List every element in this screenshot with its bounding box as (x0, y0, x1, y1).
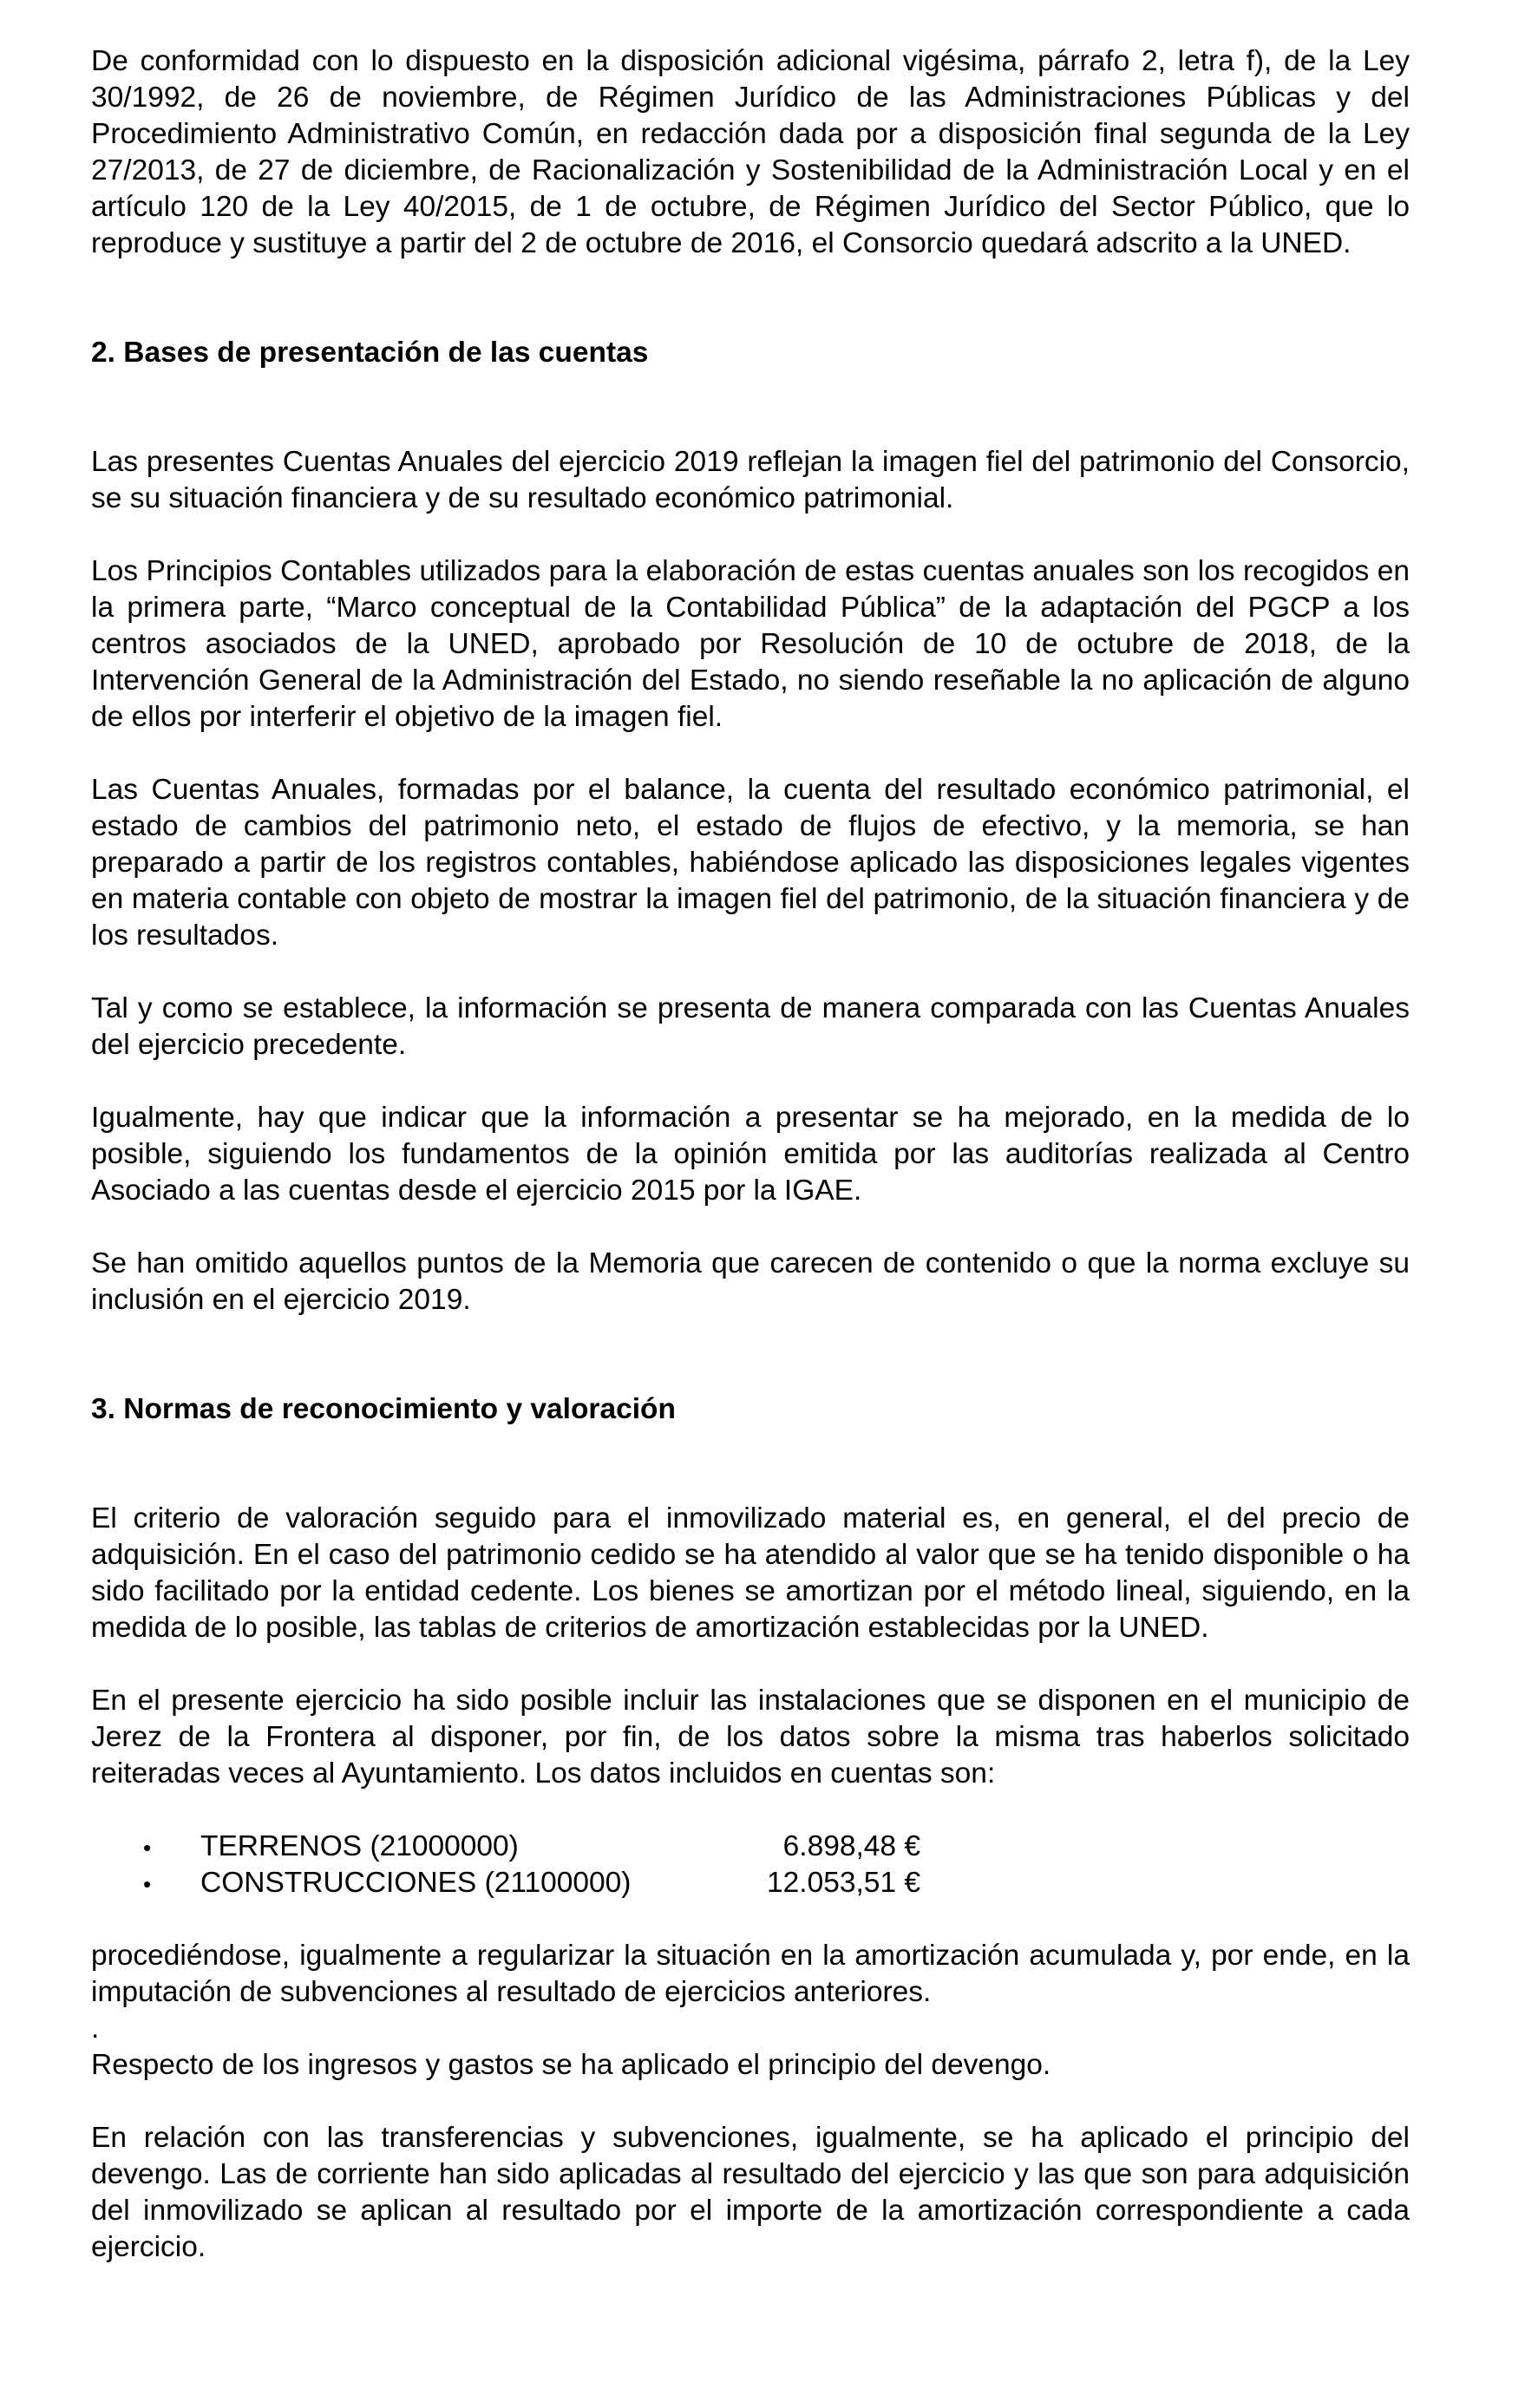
section-2-heading: 2. Bases de presentación de las cuentas (91, 337, 649, 369)
section-2-paragraph-4: Tal y como se establece, la información se presenta de manera comparada con las Cuentas Anuales del ejercicio precedente. (91, 992, 1410, 1061)
section-2-paragraph-6: Se han omitido aquellos puntos de la Memoria que carecen de contenido o que la norma excluye su inclusión en el ejercicio 2019. (91, 1247, 1410, 1316)
section-3-paragraph-2: En el presente ejercicio ha sido posible incluir las instalaciones que se disponen en el municipio de Jerez de la Frontera al disponer, por fin, de los datos sobre la misma tras haberlos solicitado reiteradas veces al Ayuntamiento. Los datos incluidos en cuentas son: (91, 1685, 1410, 1790)
stray-dot: . (91, 2012, 100, 2045)
asset-label: TERRENOS (21000000) (200, 1830, 519, 1862)
section-3-heading: 3. Normas de reconocimiento y valoración (91, 1393, 676, 1425)
intro-paragraph: De conformidad con lo dispuesto en la disposición adicional vigésima, párrafo 2, letra f), de la Ley 30/1992, de 26 de noviembre, de Régimen Jurídico de las Administraciones Públicas y del Procedimiento Administrativo Común, en redacción dada por a disposición final segunda de la Ley 27/2013, de 27 de diciembre, de Racionalización y Sostenibilidad de la Administración Local y en el artículo 120 de la Ley 40/2015, de 1 de octubre, de Régimen Jurídico del Sector Público, que lo reproduce y sustituye a partir del 2 de octubre de 2016, el Consorcio quedará adscrito a la UNED. (91, 45, 1410, 259)
section-3-paragraph-5: En relación con las transferencias y subvenciones, igualmente, se ha aplicado el principio del devengo. Las de corriente han sido aplicadas al resultado del ejercicio y las que son para adquisición del inmovilizado se aplican al resultado por el importe de la amortización correspondiente a cada ejercicio. (91, 2122, 1410, 2263)
section-3-paragraph-3: procediéndose, igualmente a regularizar la situación en la amortización acumulada y, por ende, en la imputación de subvenciones al resultado de ejercicios anteriores. (91, 1940, 1410, 2008)
section-3-paragraph-1: El criterio de valoración seguido para el inmovilizado material es, en general, el del precio de adquisición. En el caso del patrimonio cedido se ha atendido al valor que se ha tenido disponible o ha sido facilitado por la entidad cedente. Los bienes se amortizan por el método lineal, siguiendo, en la medida de lo posible, las tablas de criterios de amortización establecidas por la UNED. (91, 1502, 1410, 1644)
asset-list (91, 1829, 1410, 1901)
document-page (91, 43, 1410, 2266)
section-2-paragraph-1: Las presentes Cuentas Anuales del ejercicio 2019 reflejan la imagen fiel del patrimonio del Consorcio, se su situación financiera y de su resultado económico patrimonial. (91, 446, 1410, 514)
asset-amount: 12.053,51 € (767, 1867, 920, 1899)
asset-list-item (91, 1829, 1410, 1865)
asset-amount: 6.898,48 € (782, 1830, 920, 1862)
bullet-icon: • (143, 1835, 152, 1861)
asset-list-item (91, 1865, 1410, 1901)
section-2-paragraph-2: Los Principios Contables utilizados para la elaboración de estas cuentas anuales son los recogidos en la primera parte, “Marco conceptual de la Contabilidad Pública” de la adaptación del PGCP a los centros asociados de la UNED, aprobado por Resolución de 10 de octubre de 2018, de la Intervención General de la Administración del Estado, no siendo reseñable la no aplicación de alguno de ellos por interferir el objetivo de la imagen fiel. (91, 555, 1410, 733)
section-3-paragraph-4: Respecto de los ingresos y gastos se ha aplicado el principio del devengo. (91, 2049, 1051, 2081)
section-2-paragraph-5: Igualmente, hay que indicar que la información a presentar se ha mejorado, en la medida de lo posible, siguiendo los fundamentos de la opinión emitida por las auditorías realizada al Centro Asociado a las cuentas desde el ejercicio 2015 por la IGAE. (91, 1102, 1410, 1207)
section-2-paragraph-3: Las Cuentas Anuales, formadas por el balance, la cuenta del resultado económico patrimonial, el estado de cambios del patrimonio neto, el estado de flujos de efectivo, y la memoria, se han preparado a partir de los registros contables, habiéndose aplicado las disposiciones legales vigentes en materia contable con objeto de mostrar la imagen fiel del patrimonio, de la situación financiera y de los resultados. (91, 774, 1410, 952)
asset-label: CONSTRUCCIONES (21100000) (200, 1867, 632, 1899)
bullet-icon: • (143, 1871, 152, 1897)
